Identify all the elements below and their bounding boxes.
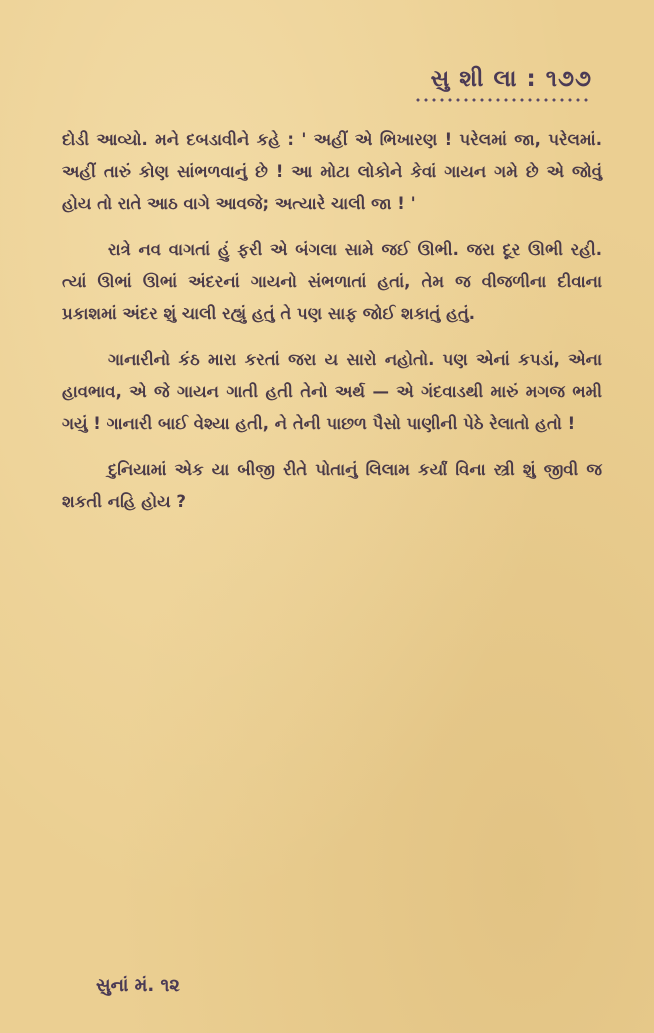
running-header	[414, 66, 592, 104]
paragraph: દોડી આવ્યો. મને દબડાવીને કહે : ' અહીં એ ભિખારણ ! પરેલમાં જા, પરેલમાં. અહીં તારું કોણ સાંભળવાનું છે ! આ મોટા લોકોને કેવાં ગાયન ગમે છે એ જોવું હોય તો રાતે આઠ વાગે આવજે; અત્યારે ચાલી જા ! '	[62, 130, 602, 213]
signature-mark: સુનાં મં. ૧૨	[96, 975, 180, 996]
paragraph: દુનિયામાં એક યા બીજી રીતે પોતાનું લિલામ કર્યાં વિના સ્ત્રી શું જીવી જ શકતી નહિ હોય ?	[62, 460, 602, 511]
paragraph: ગાનારીનો કંઠ મારા કરતાં જરા ય સારો નહોતો. પણ એનાં કપડાં, એના હાવભાવ, એ જે ગાયન ગાતી હતી તેનો અર્થ — એ ગંદવાડથી મારું મગજ ભમી ગયું ! ગાનારી બાઈ વેશ્યા હતી, ને તેની પાછળ પૈસો પાણીની પેઠે રેલાતો હતો !	[62, 350, 602, 433]
dotted-rule	[414, 96, 592, 104]
body-text	[62, 124, 602, 518]
paragraph: રાત્રે નવ વાગતાં હું ફરી એ બંગલા સામે જઈ ઊભી. જરા દૂર ઊભી રહી. ત્યાં ઊભાં ઊભાં અંદરનાં ગાયનો સંભળાતાં હતાં, તેમ જ વીજળીના દીવાના પ્રકાશમાં અંદર શું ચાલી રહ્યું હતું તે પણ સાફ જોઈ શકાતું હતું.	[62, 240, 602, 323]
running-title: સુ શી લા : ૧૭૭	[430, 66, 592, 92]
